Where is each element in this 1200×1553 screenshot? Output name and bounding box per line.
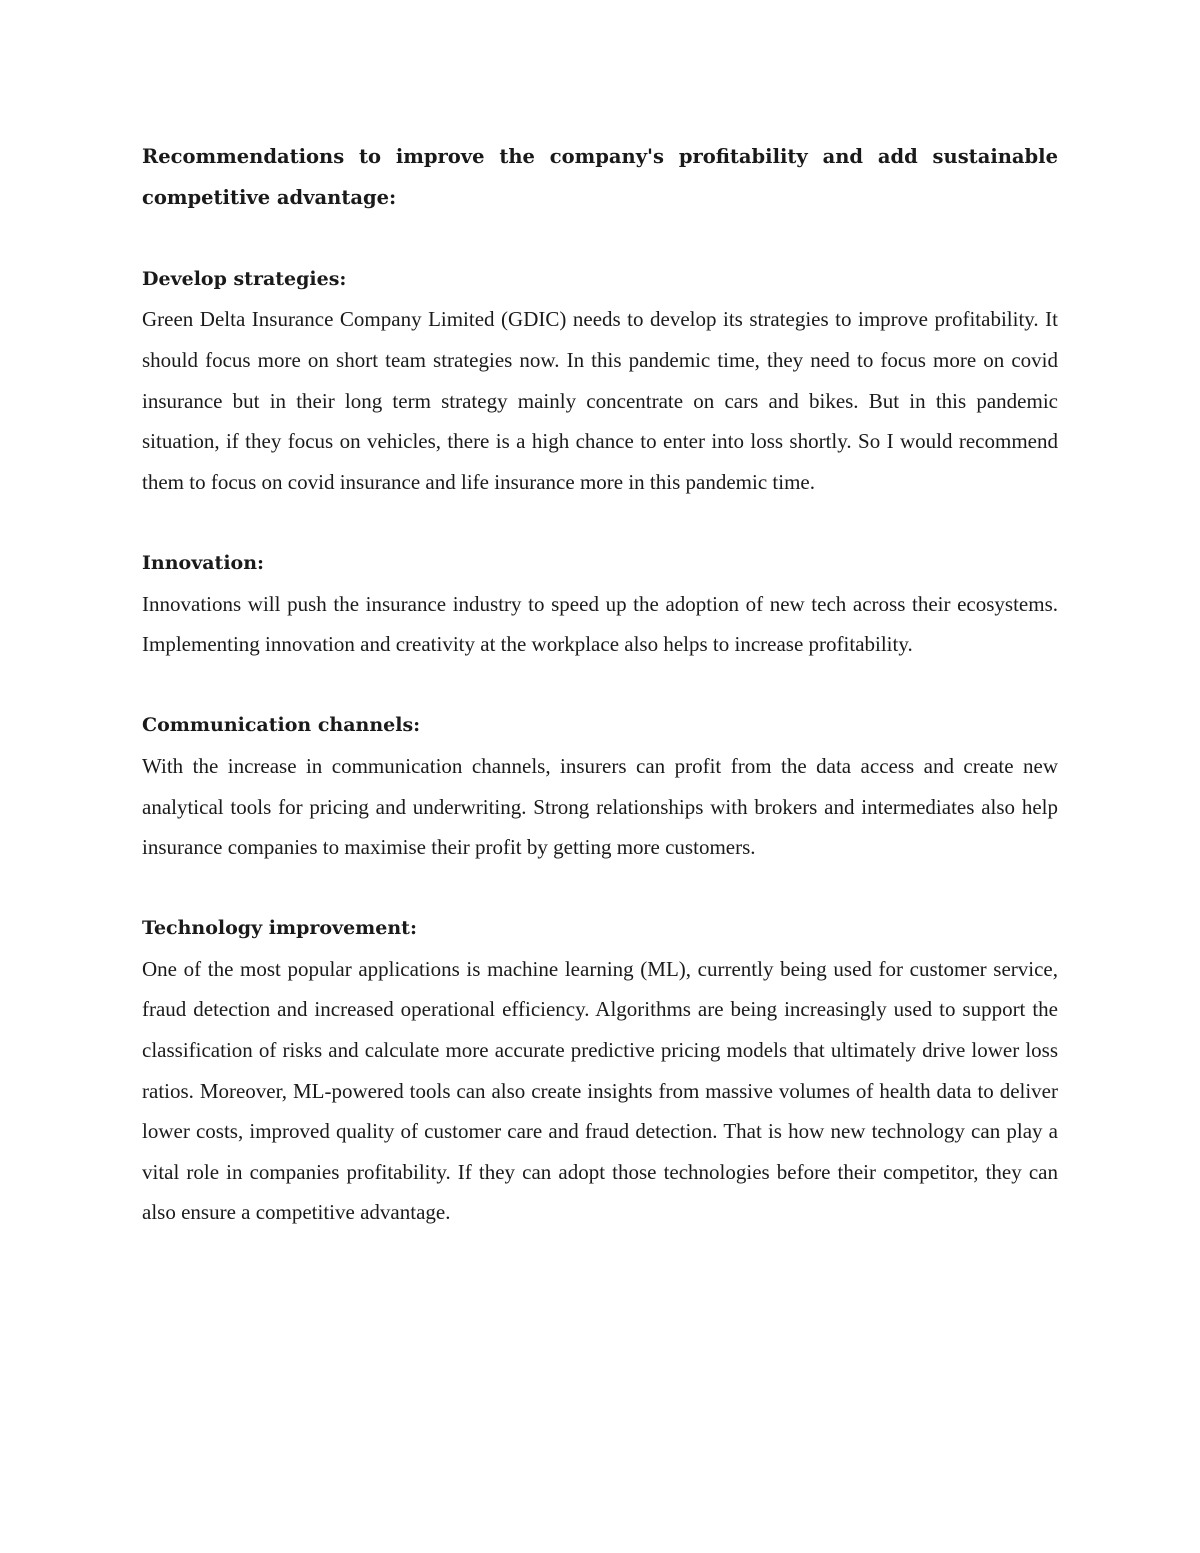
spacer [142,502,1058,543]
section-heading: Technology improvement: [142,917,417,940]
section-heading: Communication channels: [142,714,421,737]
document-page [142,137,1058,1233]
section-heading: Develop strategies: [142,267,347,290]
section-body: Green Delta Insurance Company Limited (GDIC) needs to develop its strategies to improve profitability. It should focus more on short team strategies now. In this pandemic time, they need to focus more on covid insurance but in their long term strategy mainly concentrate on cars and bikes. But in this pandemic situation, if they focus on vehicles, there is a high chance to enter into loss shortly. So I would recommend them to focus on covid insurance and life insurance more in this pandemic time. [142,307,1058,494]
section-innovation [142,543,1058,665]
spacer [142,218,1058,259]
section-body: Innovations will push the insurance industry to speed up the adoption of new tech across their ecosystems. Implementing innovation and creativity at the workplace also helps to increase profitability. [142,591,1058,657]
section-develop-strategies [142,259,1058,503]
spacer [142,868,1058,909]
section-heading: Innovation: [142,551,265,574]
section-technology-improvement [142,908,1058,1233]
spacer [142,665,1058,706]
section-communication-channels [142,705,1058,867]
section-body: One of the most popular applications is machine learning (ML), currently being used for customer service, fraud detection and increased operational efficiency. Algorithms are being increasingly used to support the classification of risks and calculate more accurate predictive pricing models that ultimately drive lower loss ratios. Moreover, ML-powered tools can also create insights from massive volumes of health data to deliver lower costs, improved quality of customer care and fraud detection. That is how new technology can play a vital role in companies profitability. If they can adopt those technologies before their competitor, they can also ensure a competitive advantage. [142,956,1058,1225]
document-title: Recommendations to improve the company's profitability and add sustainable competitive advantage: [142,145,1058,209]
section-body: With the increase in communication channels, insurers can profit from the data access and create new analytical tools for pricing and underwriting. Strong relationships with brokers and intermediates also help insurance companies to maximise their profit by getting more customers. [142,753,1058,860]
